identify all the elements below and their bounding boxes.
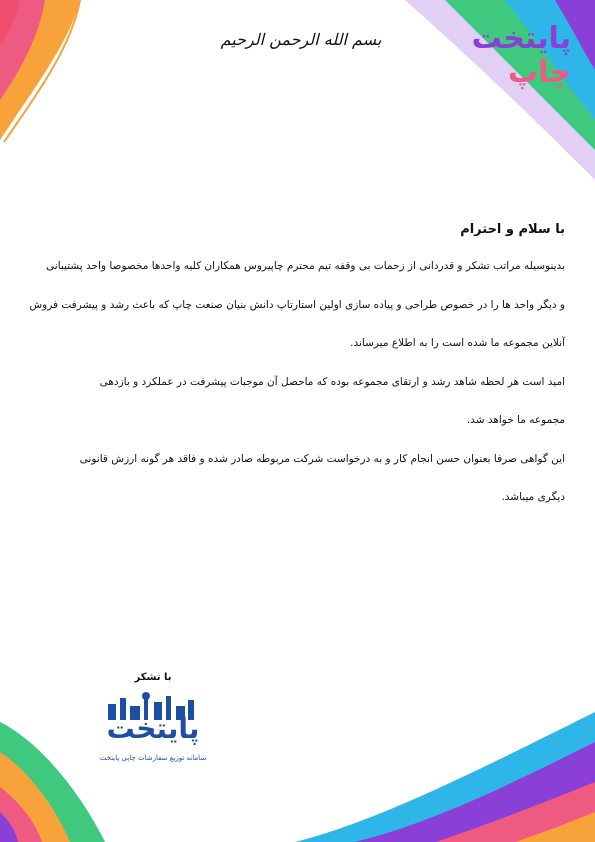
header-logo [451, 21, 571, 104]
footer-logo-word: پایتخت [106, 712, 200, 745]
body-line: مجموعه ما خواهد شد. [466, 414, 565, 426]
body-line: آنلاین مجموعه ما شده است را به اطلاع میرساند. [350, 337, 565, 349]
body-line: بدینوسیله مراتب تشکر و قدردانی از زحمات بی وقفه تیم محترم چاپیروس همکاران کلیه واحدها مخصوصا واحد پشتیبانی [46, 260, 565, 272]
letter-body [29, 222, 565, 517]
footer-logo [98, 690, 208, 770]
body-line: این گواهی صرفا بعنوان حسن انجام کار و به درخواست شرکت مربوطه صادر شده و فاقد هر گونه ارزش قانونی [79, 452, 565, 465]
footer-logo-caption: سامانه توزیع سفارشات چاپی پایتخت [99, 754, 207, 762]
logo-word-paytakht: پایتخت [471, 21, 571, 56]
greeting: با سلام و احترام [460, 222, 565, 237]
bottom-left-decoration [0, 712, 110, 842]
top-left-decoration [0, 0, 95, 145]
body-line: و دیگر واحد ها را در خصوص طراحی و پیاده سازی اولین استارتاپ دانش بنیان صنعت چاپ که باعث رشد و پیشرفت فروش [29, 298, 565, 311]
logo-word-chap: چاپ [507, 55, 571, 90]
body-line: دیگری میباشد. [501, 491, 565, 503]
basmala-calligraphy: بسم الله الرحمن الرحیم [220, 29, 382, 49]
closing-thanks: با تشکر [134, 672, 172, 683]
body-line: امید است هر لحظه شاهد رشد و ارتقای مجموعه بوده که ماحصل آن موجبات پیشرفت در عملکرد و بازدهی [99, 375, 565, 388]
bottom-right-decoration [295, 712, 595, 842]
